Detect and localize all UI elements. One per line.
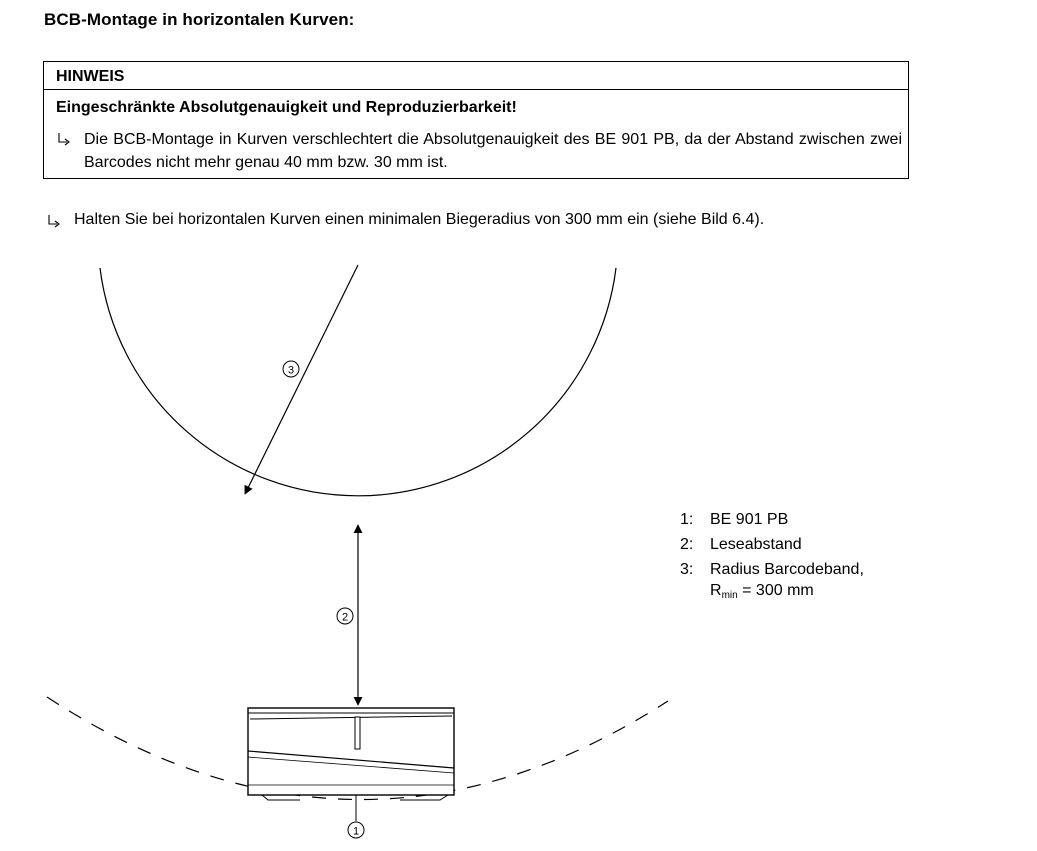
- radius-subscript: min: [721, 590, 738, 601]
- barcode-tape-arc: [100, 268, 616, 496]
- notice-label: HINWEIS: [44, 62, 908, 90]
- legend-text: BE 901 PB: [710, 511, 789, 528]
- be901pb-device: [248, 708, 454, 800]
- figure-legend: [680, 507, 864, 605]
- instruction-text: Halten Sie bei horizontalen Kurven einen minimalen Biegeradius von 300 mm ein (siehe Bild 6.4).: [74, 211, 765, 228]
- section-heading: BCB-Montage in horizontalen Kurven:: [44, 10, 355, 29]
- legend-item: [680, 557, 864, 582]
- legend-number: 1:: [680, 511, 694, 528]
- legend-number: 3:: [680, 561, 694, 578]
- legend-item: [680, 532, 864, 557]
- legend-number: 2:: [680, 536, 694, 553]
- svg-text:3: 3: [287, 364, 295, 377]
- radius-value: = 300 mm: [737, 582, 814, 599]
- svg-text:2: 2: [341, 611, 349, 624]
- legend-item: [680, 507, 864, 532]
- radius-symbol: R: [710, 582, 722, 599]
- radius-arrow: [245, 265, 358, 494]
- legend-text: Radius Barcodeband,: [710, 561, 864, 578]
- legend-radius-value: [680, 582, 864, 605]
- notice-title: Eingeschränkte Absolutgenauigkeit und Reproduzierbarkeit!: [56, 99, 517, 116]
- legend-text: Leseabstand: [710, 536, 802, 553]
- notice-text: Die BCB-Montage in Kurven verschlechtert die Absolutgenauigkeit des BE 901 PB, da der Abstand zwischen zwei Barcodes nicht mehr genau 40 mm bzw. 30 mm ist.: [84, 131, 902, 171]
- callout-2: [337, 608, 353, 624]
- callout-1: [348, 822, 364, 838]
- svg-text:1: 1: [352, 825, 360, 838]
- callout-3: [283, 361, 299, 377]
